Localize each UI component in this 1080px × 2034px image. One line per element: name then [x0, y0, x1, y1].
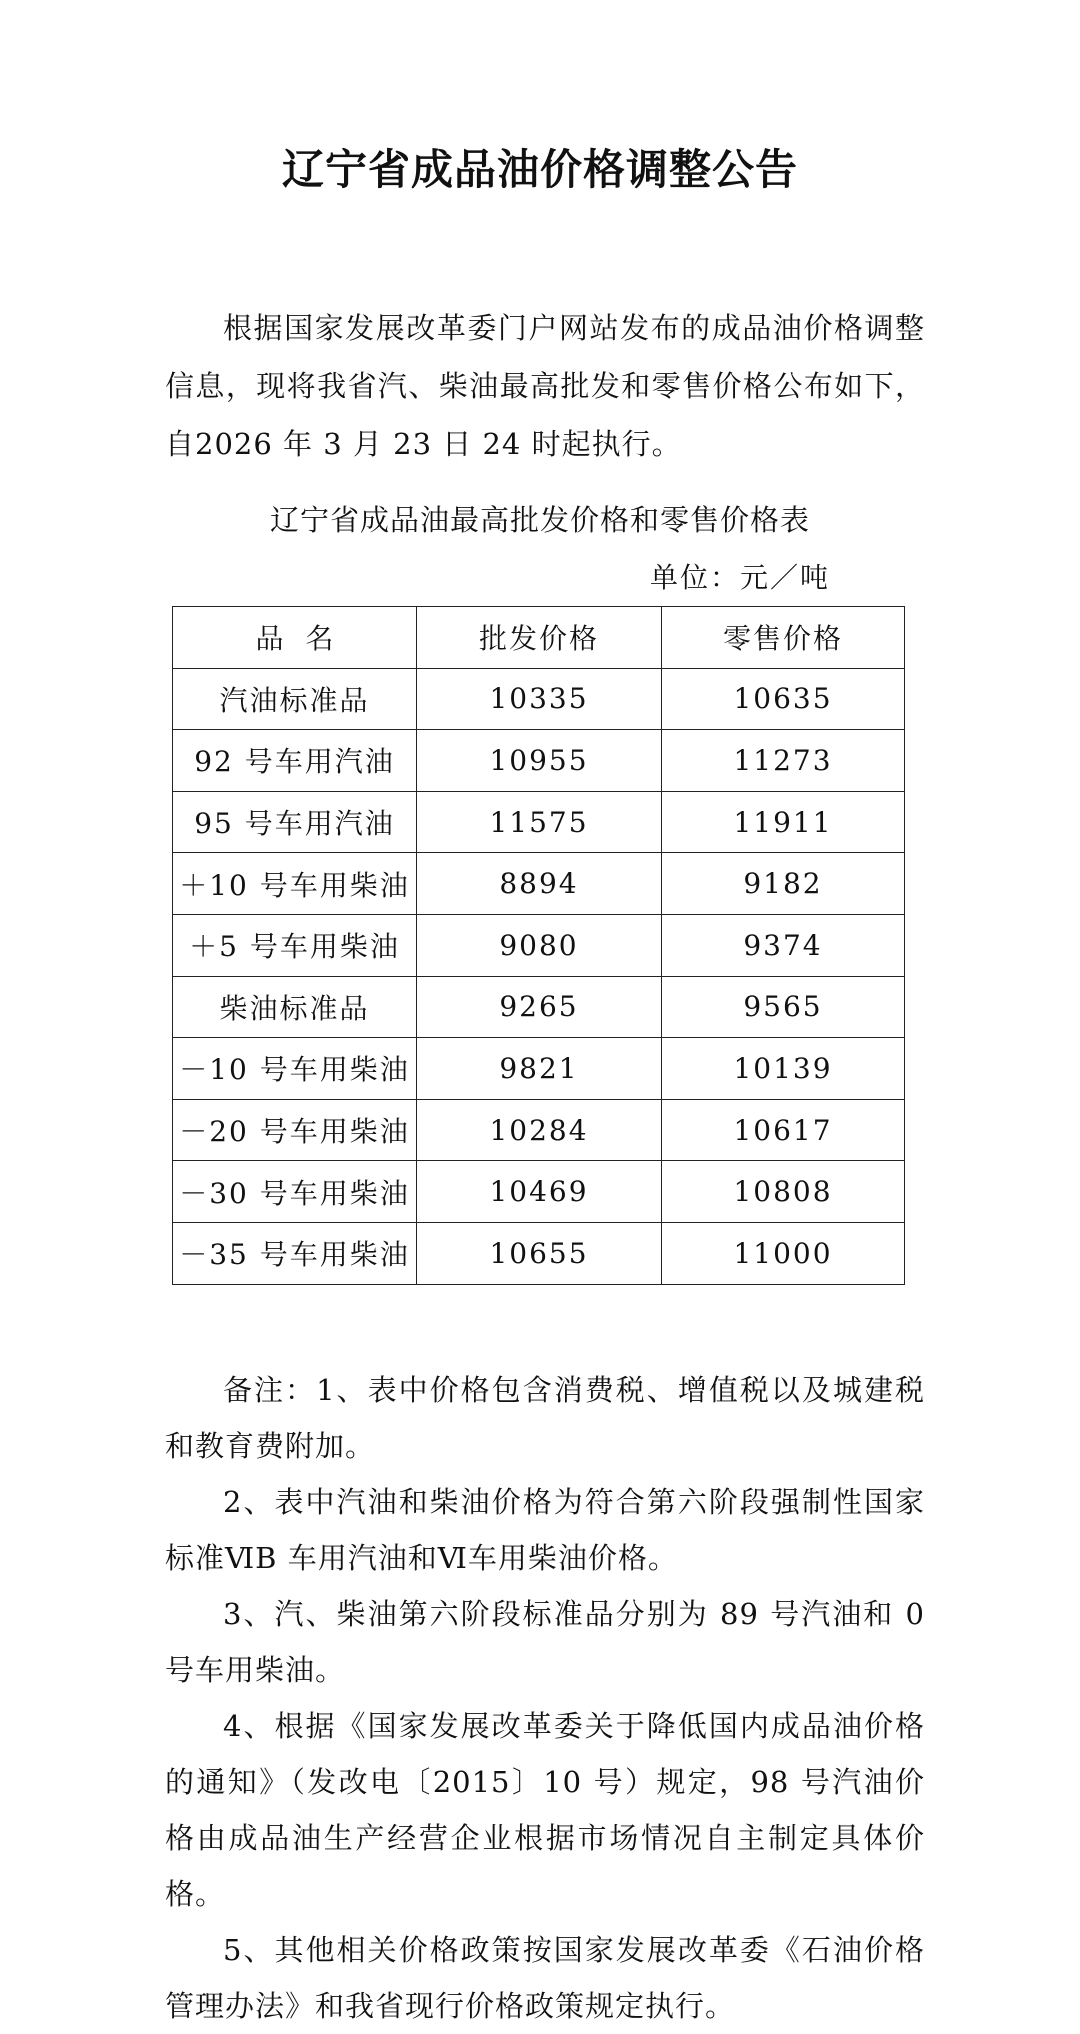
retail-price-cell: 10635: [662, 668, 905, 730]
unit-label: 单位：元／吨: [649, 561, 830, 594]
product-name-cell: 汽油标准品: [173, 668, 417, 730]
product-name-cell: ＋5 号车用柴油: [173, 914, 417, 976]
header-retail: 零售价格: [662, 607, 905, 669]
wholesale-price-cell: 9265: [417, 976, 662, 1038]
retail-price-cell: 9374: [662, 914, 905, 976]
wholesale-price-cell: 10655: [417, 1222, 662, 1284]
wholesale-price-cell: 11575: [417, 791, 662, 853]
intro-paragraph: 根据国家发展改革委门户网站发布的成品油价格调整信息，现将我省汽、柴油最高批发和零售价格公布如下，自2026 年 3 月 23 日 24 时起执行。: [165, 311, 925, 461]
document-title: 辽宁省成品油价格调整公告: [281, 145, 798, 194]
table-row: [173, 914, 905, 976]
wholesale-price-cell: 8894: [417, 853, 662, 915]
product-name-cell: －10 号车用柴油: [173, 1038, 417, 1100]
note-item: 4、根据《国家发展改革委关于降低国内成品油价格的通知》（发改电〔2015〕10 号）规定，98 号汽油价格由成品油生产经营企业根据市场情况自主制定具体价格。: [165, 1709, 925, 1911]
table-row: [173, 853, 905, 915]
notes-section: [165, 1362, 925, 2034]
note-item: 5、其他相关价格政策按国家发展改革委《石油价格管理办法》和我省现行价格政策规定执行。: [165, 1933, 925, 2023]
table-title: 辽宁省成品油最高批发价格和零售价格表: [269, 503, 810, 537]
retail-price-cell: 9182: [662, 853, 905, 915]
price-table: [172, 606, 905, 1285]
product-name-cell: 柴油标准品: [173, 976, 417, 1038]
retail-price-cell: 10139: [662, 1038, 905, 1100]
wholesale-price-cell: 9821: [417, 1038, 662, 1100]
retail-price-cell: 11911: [662, 791, 905, 853]
retail-price-cell: 11273: [662, 730, 905, 792]
table-row: [173, 668, 905, 730]
note-item: 3、汽、柴油第六阶段标准品分别为 89 号汽油和 0 号车用柴油。: [165, 1597, 925, 1687]
note-item: 备注：1、表中价格包含消费税、增值税以及城建税和教育费附加。: [165, 1373, 925, 1463]
retail-price-cell: 10617: [662, 1099, 905, 1161]
table-header-row: [173, 607, 905, 669]
table-row: [173, 1222, 905, 1284]
table-row: [173, 1099, 905, 1161]
header-wholesale: 批发价格: [417, 607, 662, 669]
wholesale-price-cell: 10284: [417, 1099, 662, 1161]
product-name-cell: －30 号车用柴油: [173, 1161, 417, 1223]
retail-price-cell: 10808: [662, 1161, 905, 1223]
wholesale-price-cell: 10469: [417, 1161, 662, 1223]
table-row: [173, 1038, 905, 1100]
retail-price-cell: 9565: [662, 976, 905, 1038]
product-name-cell: ＋10 号车用柴油: [173, 853, 417, 915]
wholesale-price-cell: 10955: [417, 730, 662, 792]
table-row: [173, 730, 905, 792]
product-name-cell: －20 号车用柴油: [173, 1099, 417, 1161]
note-item: 2、表中汽油和柴油价格为符合第六阶段强制性国家标准ⅥB 车用汽油和Ⅵ车用柴油价格。: [165, 1485, 925, 1575]
table-row: [173, 1161, 905, 1223]
product-name-cell: 92 号车用汽油: [173, 730, 417, 792]
retail-price-cell: 11000: [662, 1222, 905, 1284]
table-row: [173, 791, 905, 853]
product-name-cell: －35 号车用柴油: [173, 1222, 417, 1284]
wholesale-price-cell: 9080: [417, 914, 662, 976]
product-name-cell: 95 号车用汽油: [173, 791, 417, 853]
table-row: [173, 976, 905, 1038]
header-name: 品名: [173, 607, 417, 669]
wholesale-price-cell: 10335: [417, 668, 662, 730]
